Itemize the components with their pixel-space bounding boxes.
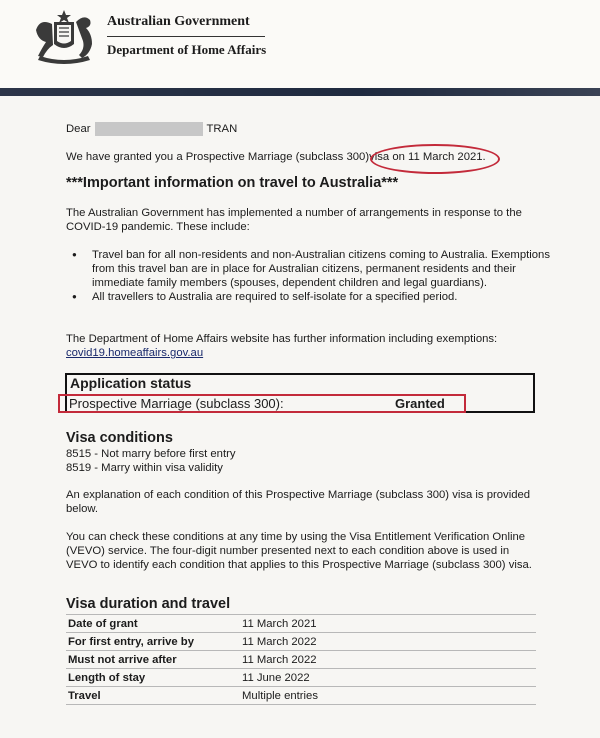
row-label: Length of stay <box>66 669 240 687</box>
condition-8515: 8515 - Not marry before first entry <box>66 448 236 460</box>
condition-8519: 8519 - Marry within visa validity <box>66 462 223 474</box>
row-value: 11 June 2022 <box>240 669 536 687</box>
salutation: Dear <box>66 123 91 135</box>
website-note: The Department of Home Affairs website has further information including exemptions: <box>66 333 498 345</box>
list-item: ● Travel ban for all non-residents and non-Australian citizens coming to Australia. Exemptions from this travel ban are in place for Australian citizens, permanent residents and their immediate family members (spouses, dependent children and legal guardians). <box>92 248 550 290</box>
agency-name <box>107 13 266 58</box>
vevo-paragraph: You can check these conditions at any time by using the Visa Entitlement Verification Online (VEVO) service. The four-digit number presented next to each condition above is used in VEVO to identify each condition that applies to this Prospective Marriage (subclass 300) visa. <box>66 531 532 571</box>
row-label: Date of grant <box>66 615 240 633</box>
divider <box>107 36 265 37</box>
table-row <box>66 651 536 669</box>
salutation-line <box>66 122 546 136</box>
conditions-explanation: An explanation of each condition of this Prospective Marriage (subclass 300) visa is provided below. <box>66 489 531 515</box>
grant-date-text: visa on 11 March 2021. <box>369 151 486 163</box>
status-badge: Granted <box>395 396 445 411</box>
date-highlight-oval <box>370 144 500 174</box>
travel-rules-list <box>66 248 550 304</box>
covid-intro: The Australian Government has implemented a number of arrangements in response to the COVID-19 pandemic. These include: <box>66 207 522 233</box>
row-label: Travel <box>66 687 240 705</box>
coat-of-arms-icon <box>30 8 98 66</box>
redacted-name <box>95 122 203 136</box>
table-row <box>66 633 536 651</box>
table-row <box>66 669 536 687</box>
status-visa: Prospective Marriage (subclass 300): <box>69 396 284 411</box>
row-value: Multiple entries <box>240 687 536 705</box>
status-highlight-box <box>58 394 466 413</box>
grant-text: We have granted you a Prospective Marriage (subclass 300) <box>66 151 370 163</box>
status-title: Application status <box>70 375 192 391</box>
table-row <box>66 687 536 705</box>
duration-title: Visa duration and travel <box>66 596 231 612</box>
surname: TRAN <box>206 123 238 135</box>
row-label: For first entry, arrive by <box>66 633 240 651</box>
conditions-title: Visa conditions <box>66 430 173 446</box>
row-value: 11 March 2021 <box>240 615 536 633</box>
letterhead <box>0 0 600 88</box>
visa-duration-table <box>66 614 536 705</box>
list-item: ● All travellers to Australia are required to self-isolate for a specified period. <box>92 290 550 304</box>
covid-website-link[interactable]: covid19.homeaffairs.gov.au <box>66 347 204 359</box>
travel-heading: ***Important information on travel to Australia*** <box>66 175 399 191</box>
department-name: Department of Home Affairs <box>107 42 267 57</box>
row-label: Must not arrive after <box>66 651 240 669</box>
header-band <box>0 88 600 96</box>
government-name: Australian Government <box>107 14 250 29</box>
row-value: 11 March 2022 <box>240 651 536 669</box>
row-value: 11 March 2022 <box>240 633 536 651</box>
table-row <box>66 615 536 633</box>
